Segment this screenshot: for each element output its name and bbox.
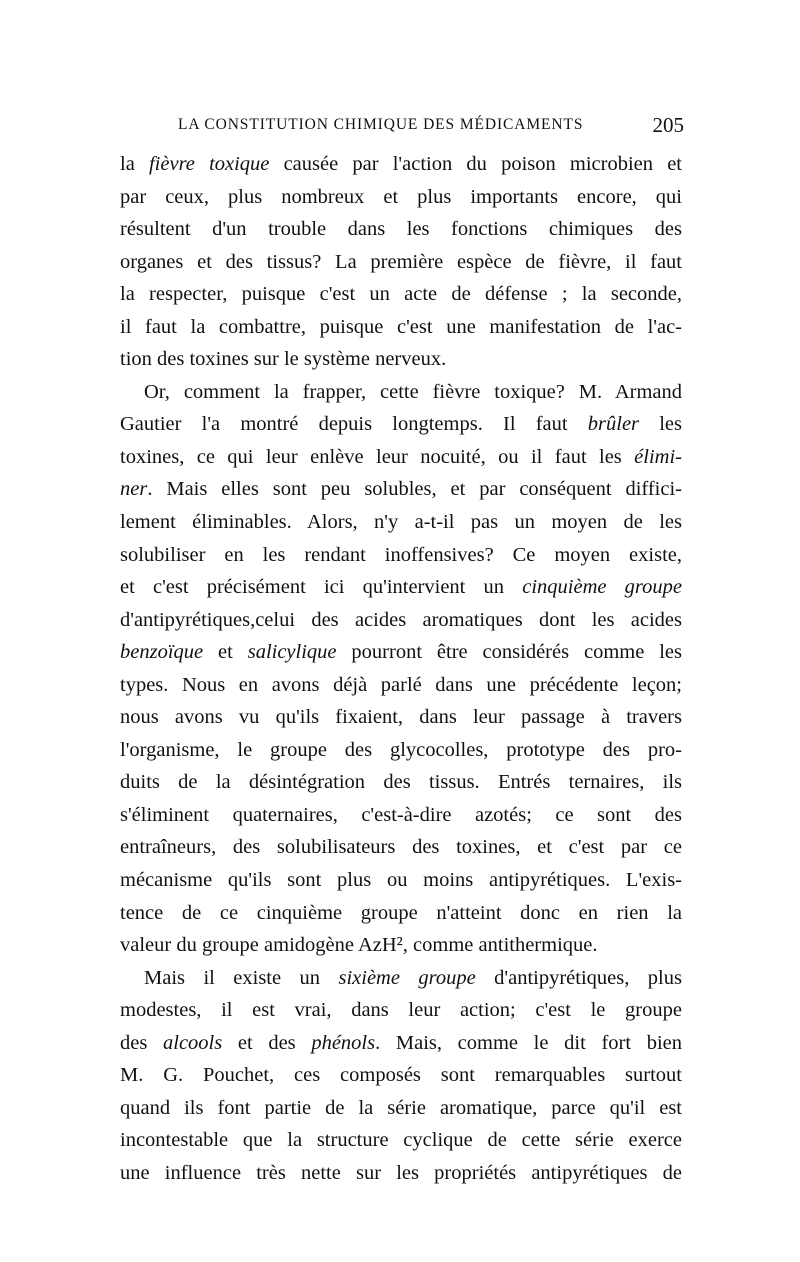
text-line (120, 701, 682, 734)
text-line (120, 181, 682, 214)
italic-text: cinquième groupe (522, 576, 682, 599)
text-line (120, 864, 682, 897)
text-line (120, 408, 682, 441)
text-line (120, 1124, 682, 1157)
text-line (120, 962, 682, 995)
text-run: résultent d'un trouble dans les fonctions chimiques des (120, 218, 682, 241)
text-run: incontestable que la structure cyclique de cette série exerce (120, 1129, 682, 1152)
text-run: quand ils font partie de la série aromatique, parce qu'il est (120, 1096, 682, 1119)
text-run: solubiliser en les rendant inoffensives? Ce moyen existe, (120, 543, 682, 566)
text-line (120, 897, 682, 930)
italic-text: sixième groupe (338, 966, 476, 989)
text-run: tence de ce cinquième groupe n'atteint donc en rien la (120, 901, 682, 924)
text-run: Gautier l'a montré depuis longtemps. Il faut (120, 413, 588, 436)
text-run: toxines, ce qui leur enlève leur nocuité, ou il faut les (120, 445, 635, 468)
italic-text: élimi- (634, 445, 682, 468)
text-line (120, 734, 682, 767)
italic-text: benzoïque (120, 641, 204, 664)
text-line (120, 669, 682, 702)
text-line (120, 766, 682, 799)
text-run: pourront être considérés comme les (336, 641, 682, 664)
text-line (120, 1027, 682, 1060)
text-line (120, 376, 682, 409)
italic-text: fièvre toxique (148, 153, 270, 175)
body-text (120, 148, 682, 1190)
text-run: mécanisme qu'ils sont plus ou moins antipyrétiques. L'exis- (120, 869, 682, 892)
text-line (120, 1092, 682, 1125)
text-line (120, 994, 682, 1027)
text-run: entraîneurs, des solubilisateurs des toxines, et c'est par ce (120, 836, 682, 859)
text-run: lement éliminables. Alors, n'y a-t-il pas un moyen de les (120, 511, 682, 534)
text-run: il faut la combattre, puisque c'est une manifestation de l'ac- (120, 315, 682, 338)
text-run: . Mais, comme le dit fort bien (375, 1031, 682, 1054)
italic-text: ner (120, 478, 148, 501)
text-run: . Mais elles sont peu solubles, et par conséquent diffici- (147, 478, 682, 501)
italic-text: brûler (587, 413, 640, 436)
text-line (120, 473, 682, 506)
text-line (120, 246, 682, 279)
text-line (120, 278, 682, 311)
text-run: Or, comment la frapper, cette fièvre toxique? M. Armand (144, 380, 682, 403)
text-line (120, 311, 682, 344)
text-line (120, 604, 682, 637)
text-line (120, 1157, 682, 1190)
text-run: une influence très nette sur les propriétés antipyrétiques de (120, 1161, 682, 1184)
running-header (178, 113, 684, 142)
text-line (120, 571, 682, 604)
text-run: les (639, 413, 682, 436)
text-line (120, 831, 682, 864)
text-line (120, 539, 682, 572)
text-line (120, 213, 682, 246)
text-run: par ceux, plus nombreux et plus importants encore, qui (120, 185, 682, 208)
text-line (120, 636, 682, 669)
italic-text: salicylique (247, 641, 337, 664)
text-run: des (120, 1031, 163, 1054)
running-title: LA CONSTITUTION CHIMIQUE DES MÉDICAMENTS (178, 116, 584, 133)
italic-text: phénols (311, 1031, 376, 1054)
text-run: types. Nous en avons déjà parlé dans une précédente leçon; (120, 673, 682, 696)
text-run: s'éliminent quaternaires, c'est-à-dire azotés; ce sont des (120, 803, 682, 826)
italic-text: alcools (163, 1031, 223, 1054)
text-run: causée par l'action du poison microbien et (269, 153, 682, 175)
page-number: 205 (652, 113, 684, 137)
text-line (120, 441, 682, 474)
text-line (120, 799, 682, 832)
text-run: l'organisme, le groupe des glycocolles, prototype des pro- (120, 738, 682, 761)
text-line (120, 343, 682, 376)
text-run: nous avons vu qu'ils fixaient, dans leur passage à travers (120, 706, 682, 729)
text-run: et c'est précisément ici qu'intervient un (120, 576, 523, 599)
text-run: organes et des tissus? La première espèce de fièvre, il faut (120, 250, 682, 273)
text-line (120, 148, 682, 181)
text-run: la respecter, puisque c'est un acte de défense ; la seconde, (120, 283, 682, 306)
text-run: modestes, il est vrai, dans leur action; c'est le groupe (120, 999, 682, 1022)
text-run: et des (222, 1031, 312, 1054)
text-run: la (120, 153, 149, 175)
text-run: Mais il existe un (144, 966, 339, 989)
text-run: valeur du groupe amidogène AzH², comme antithermique. (120, 934, 598, 957)
text-run: d'antipyrétiques, plus (475, 966, 682, 989)
text-run: duits de la désintégration des tissus. Entrés ternaires, ils (120, 771, 682, 794)
text-line (120, 1059, 682, 1092)
text-run: M. G. Pouchet, ces composés sont remarquables surtout (120, 1064, 682, 1087)
text-line (120, 929, 682, 962)
text-run: tion des toxines sur le système nerveux. (120, 348, 447, 371)
text-run: d'antipyrétiques,celui des acides aromatiques dont les acides (120, 608, 682, 631)
text-run: et (203, 641, 248, 664)
text-line (120, 506, 682, 539)
